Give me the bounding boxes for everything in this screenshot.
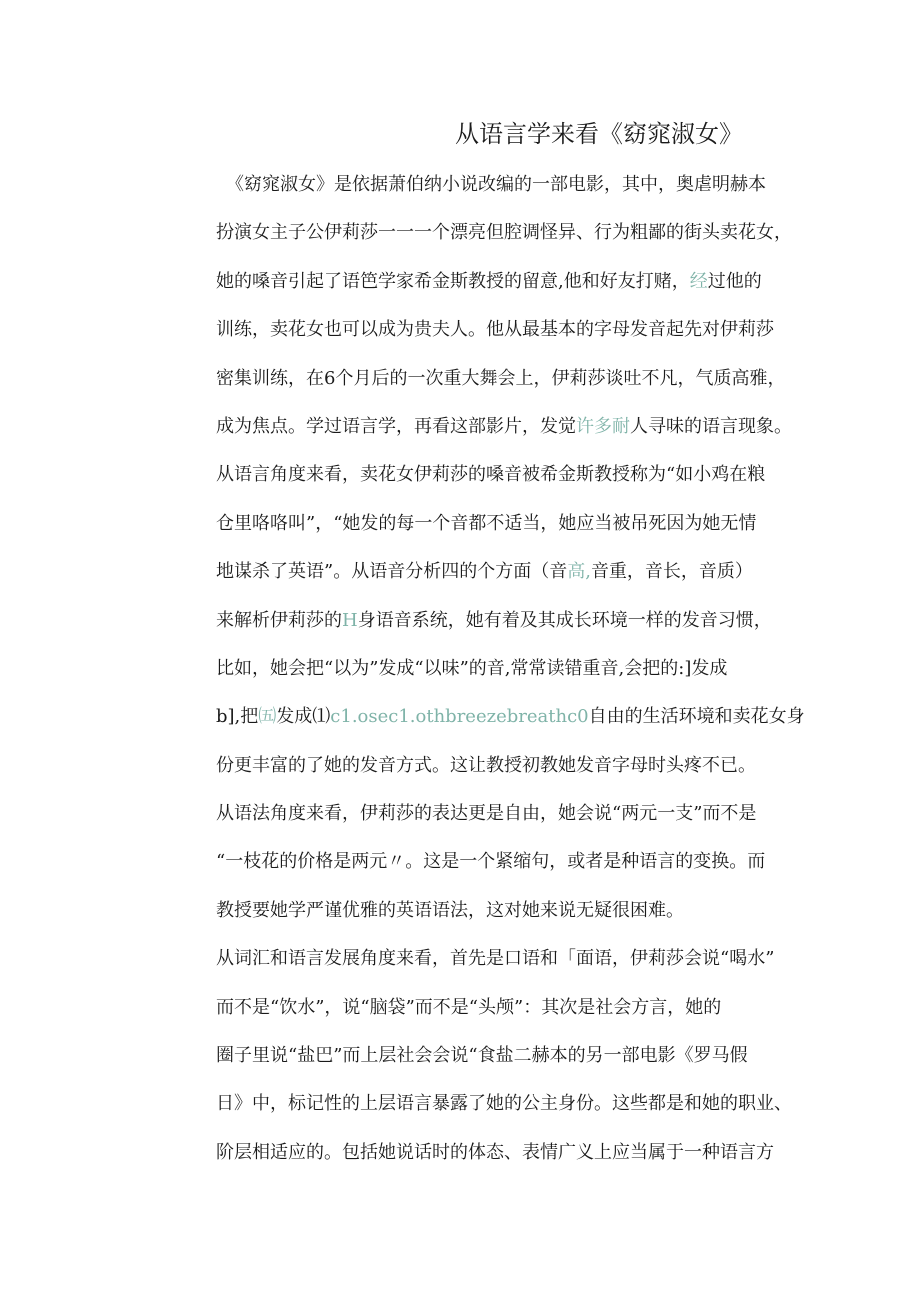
line-text: 圈子里说“盐巴”而上层社会会说“食盐二赫本的另一部电影《罗马假 xyxy=(216,1045,748,1067)
line-text: 从词汇和语言发展角度来看，首先是口语和「面语，伊莉莎会说“喝水” xyxy=(216,948,775,970)
text-line xyxy=(216,605,796,653)
document-title: 从语言学来看《窈窕淑女》 xyxy=(455,120,743,148)
line-text: 来解析伊莉莎的 xyxy=(216,609,342,631)
line-text: b],把 xyxy=(216,706,259,728)
line-text: 密集训练，在6个月后的一次重大舞会上，伊莉莎谈吐不凡，气质高雅， xyxy=(216,367,786,389)
line-text: 从语言角度来看，卖花女伊莉莎的嗓音被希金斯教授称为“如小鸡在粮 xyxy=(216,464,766,486)
text-line xyxy=(216,169,796,217)
text-line xyxy=(216,459,796,507)
text-line xyxy=(216,750,796,798)
text-line xyxy=(216,1137,796,1185)
line-text: 发成⑴ xyxy=(276,706,331,728)
faint-text: 许多耐 xyxy=(576,415,630,437)
faint-text: 经 xyxy=(689,270,708,292)
line-text: 份更丰富的了她的发音方式。这让教授初教她发音字母时头疼不已。 xyxy=(216,754,756,776)
line-text: 成为焦点。学过语言学，再看这部影片，发觉 xyxy=(216,415,576,437)
line-text: 人寻味的语言现象。 xyxy=(630,415,792,437)
faint-text: 高, xyxy=(567,561,591,583)
text-line xyxy=(216,556,796,604)
line-text: 阶层相适应的。包括她说话时的体态、表情广义上应当属于一种语言方 xyxy=(216,1141,774,1163)
line-text: 日》中，标记性的上层语言暴露了她的公主身份。这些都是和她的职业、 xyxy=(216,1093,792,1115)
text-line xyxy=(216,266,796,314)
line-text: 训练，卖花女也可以成为贵夫人。他从最基本的字母发音起先对伊莉莎 xyxy=(216,319,774,341)
line-text: 教授要她学严谨优雅的英语语法，这对她来说无疑很困难。 xyxy=(216,899,684,921)
text-line xyxy=(216,846,796,894)
text-line xyxy=(216,992,796,1040)
text-line xyxy=(216,895,796,943)
line-text: 仓里咯咯叫”，“她发的每一个音都不适当，她应当被吊死因为她无情 xyxy=(216,512,757,534)
text-line xyxy=(216,1088,796,1136)
line-text: 而不是“饮水”，说“脑袋”而不是“头颅”：其次是社会方言，她的 xyxy=(216,996,722,1018)
line-text: 音重，音长，音质） xyxy=(590,561,753,583)
line-text: 身语音系统，她有着及其成长环境一样的发音习惯， xyxy=(357,609,772,631)
faint-text: 0 xyxy=(577,706,589,728)
text-line xyxy=(216,1040,796,1088)
line-text: 自由的生活环境和卖花女身 xyxy=(588,706,805,728)
text-line xyxy=(216,411,796,459)
text-line xyxy=(216,508,796,556)
text-line xyxy=(216,701,805,749)
line-text: 过他的 xyxy=(707,270,762,292)
faint-text: H xyxy=(342,609,358,631)
text-line xyxy=(216,314,796,362)
text-line xyxy=(216,943,796,991)
document-body xyxy=(216,169,805,1185)
line-text: 扮演女主子公伊莉莎一一一个漂亮但腔调怪异、行为粗鄙的街头卖花女， xyxy=(216,222,792,244)
line-text: 地谋杀了英语”。从语音分析四的个方面（音 xyxy=(216,561,568,583)
line-text: 她的嗓音引起了语笆学家希金斯教授的留意,他和好友打赌， xyxy=(216,270,690,292)
text-line xyxy=(216,798,796,846)
faint-text: c1.osec1.othbreezebreathc xyxy=(330,706,578,728)
line-text: 从语法角度来看，伊莉莎的表达更是自由，她会说“两元一支”而不是 xyxy=(216,803,757,825)
text-line xyxy=(216,653,796,701)
line-text: “一枝花的价格是两元〃。这是一个紧缩句，或者是种语言的变换。而 xyxy=(216,851,766,873)
line-text: 《窈窕淑女》是依据萧伯纳小说改编的一部电影，其中，奥虐明赫本 xyxy=(226,174,766,195)
text-line xyxy=(216,363,796,411)
faint-text: ㈤ xyxy=(258,706,277,728)
line-text: 比如，她会把“以为”发成“以味”的音,常常读错重音,会把的:]发成 xyxy=(216,657,728,679)
text-line xyxy=(216,217,796,265)
